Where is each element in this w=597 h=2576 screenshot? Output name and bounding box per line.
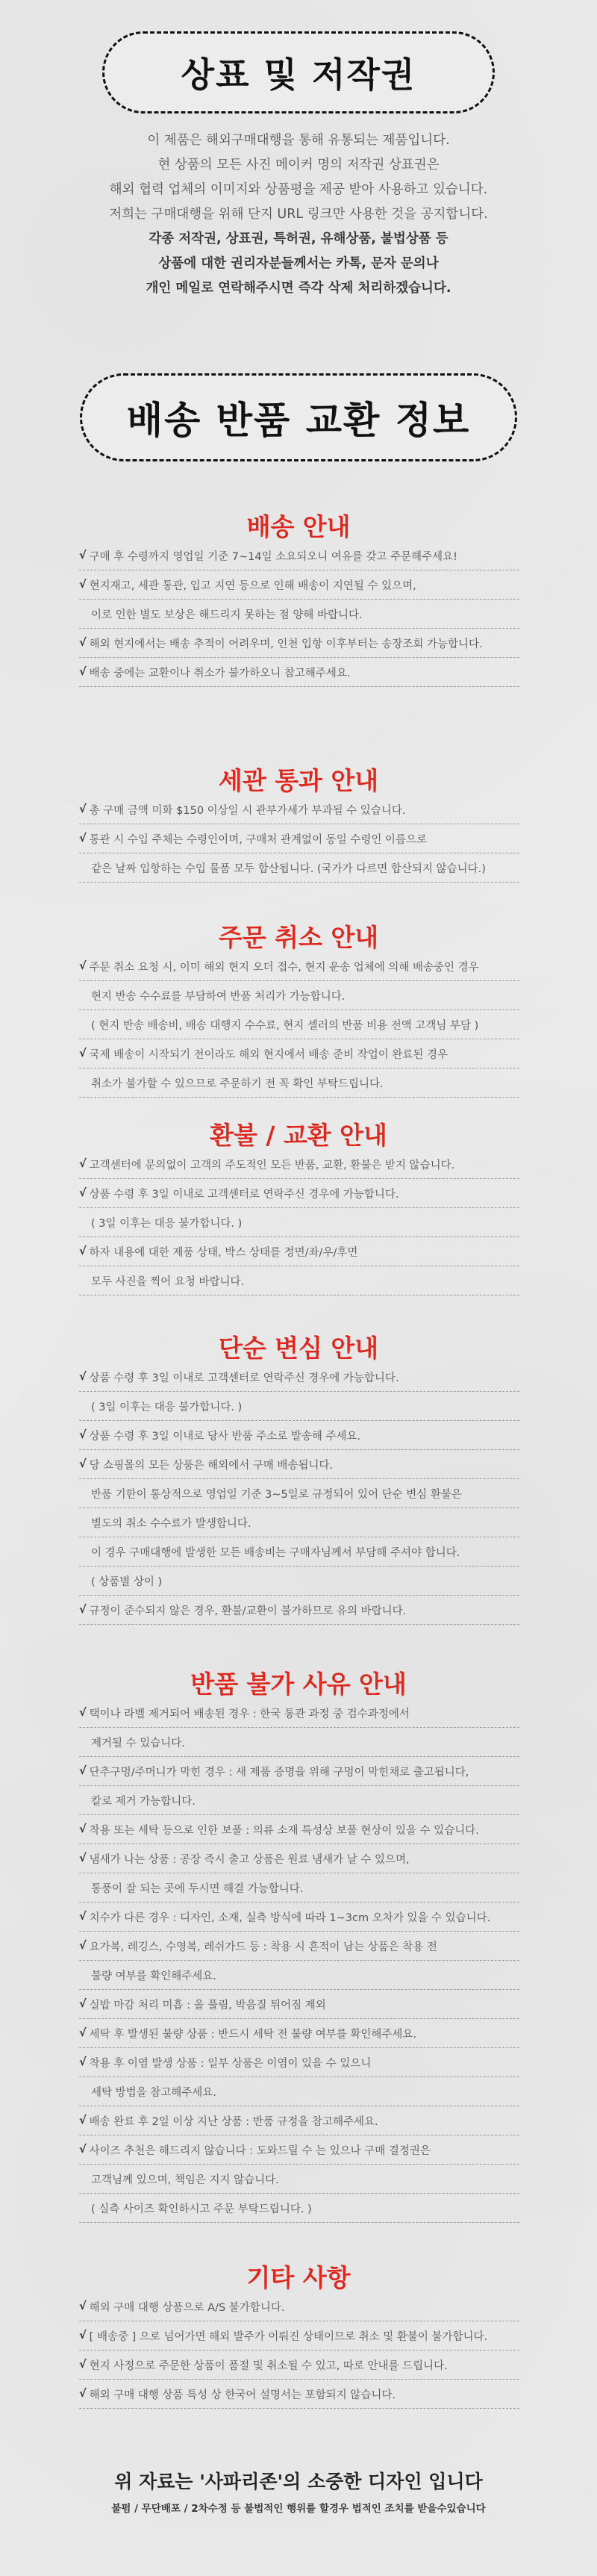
check-icon: √	[79, 1048, 87, 1060]
info-row-text: 고객센터에 문의없이 고객의 주도적인 모든 반품, 교환, 환불은 받지 않습니다.	[89, 1159, 455, 1172]
info-row-text: 요가복, 레깅스, 수영복, 레쉬가드 등 : 착용 시 흔적이 남는 상품은 착용 전	[89, 1941, 437, 1953]
info-row-text: 현지재고, 세관 통관, 입고 지연 등으로 인해 배송이 지연될 수 있으며,	[89, 579, 416, 592]
info-row-text: 당 쇼핑몰의 모든 상품은 해외에서 구매 배송됩니다.	[89, 1459, 334, 1472]
check-icon: √	[79, 637, 87, 649]
check-icon: √	[79, 1911, 87, 1923]
info-row-text: 해외 현지에서는 배송 추적이 어려우며, 인천 입항 이후부터는 송장조회 가능합니다.	[89, 638, 483, 650]
check-icon: √	[79, 1707, 87, 1719]
info-row	[79, 952, 519, 981]
check-icon: √	[79, 1765, 87, 1777]
intro-line: 상품에 대한 권리자분들께서는 카톡, 문자 문의나	[158, 256, 439, 271]
section-title: 단순 변심 안내	[218, 1334, 379, 1363]
trademark-header-pill	[102, 31, 495, 113]
info-row	[79, 1961, 519, 1990]
check-icon: √	[79, 960, 87, 972]
section-rows	[79, 795, 519, 883]
info-row	[79, 1421, 519, 1450]
check-icon: √	[79, 1604, 87, 1616]
check-icon: √	[79, 2388, 87, 2400]
info-row	[79, 1479, 519, 1508]
info-row	[79, 1873, 519, 1903]
check-icon: √	[79, 833, 87, 844]
info-row-text: 주문 취소 요청 시, 이미 해외 현지 오더 접수, 현지 운송 업체에 의해 배송중인 경우	[89, 961, 479, 974]
check-icon: √	[79, 1940, 87, 1952]
info-row-text: 배송 완료 후 2일 이상 지난 상품 : 반품 규정을 참고해주세요.	[89, 2115, 378, 2128]
trademark-title: 상표 및 저작권	[181, 55, 416, 95]
info-row	[79, 1990, 519, 2019]
info-row-text: 택이나 라벨 제거되어 배송된 경우 : 한국 통관 과정 중 검수과정에서	[89, 1708, 410, 1720]
info-row-text: 같은 날짜 입항하는 수입 물품 모두 합산됩니다. (국가가 다르면 합산되지 않습니다.)	[91, 862, 486, 875]
info-row	[79, 853, 519, 883]
shipping-header-pill	[80, 373, 517, 461]
info-row-text: 해외 구매 대행 상품 특성 상 한국어 설명서는 포함되지 않습니다.	[89, 2389, 396, 2401]
check-icon: √	[79, 2056, 87, 2068]
info-row	[79, 1786, 519, 1815]
section-rows	[79, 1150, 519, 1295]
info-row-text: 취소가 불가할 수 있으므로 주문하기 전 꼭 확인 부탁드립니다.	[91, 1077, 384, 1090]
info-row-text: 구매 후 수령까지 영업일 기준 7~14일 소요되오니 여유를 갖고 주문해주세요!	[89, 550, 457, 563]
info-row	[79, 2351, 519, 2380]
info-row-text: ( 현지 반송 배송비, 배송 대행지 수수료, 현지 셀러의 반품 비용 전액 고객님 부담 )	[91, 1019, 479, 1032]
info-row-text: 해외 구매 대행 상품으로 A/S 불가합니다.	[89, 2301, 285, 2314]
info-row-text: 현지 반송 수수료를 부담하여 반품 처리가 가능합니다.	[91, 990, 346, 1003]
info-row	[79, 1237, 519, 1266]
info-row-text: 사이즈 추천은 해드리지 않습니다 : 도와드릴 수 는 있으나 구매 결정권은	[89, 2144, 431, 2157]
info-row	[79, 1537, 519, 1567]
info-row-text: ( 3일 이후는 대응 불가합니다. )	[91, 1217, 243, 1230]
info-row	[79, 1932, 519, 1961]
check-icon: √	[79, 1371, 87, 1383]
info-row-text: 제거될 수 있습니다.	[91, 1737, 185, 1749]
info-row-text: 단추구멍/주머니가 막힌 경우 : 새 제품 증명을 위해 구멍이 막힌채로 출고됩니다,	[89, 1766, 469, 1779]
info-row-text: 모두 사진을 찍어 요청 바랍니다.	[91, 1275, 245, 1288]
info-row	[79, 1179, 519, 1208]
footer-notice: 불펌 / 무단배포 / 2차수정 등 불법적인 행위를 할경우 법적인 조치를 받을수있습니다	[111, 2503, 486, 2515]
section-rows	[79, 952, 519, 1098]
check-icon: √	[79, 1458, 87, 1470]
info-row-text: 상품 수령 후 3일 이내로 고객센터로 연락주신 경우에 가능합니다.	[89, 1372, 399, 1384]
info-row-text: 세탁 후 발생된 불량 상품 : 반드시 세탁 전 불량 여부를 확인해주세요.	[89, 2028, 417, 2041]
info-row-text: 하자 내용에 대한 제품 상태, 박스 상태를 정면/좌/우/후면	[89, 1246, 358, 1259]
check-icon: √	[79, 579, 87, 591]
info-row-text: 반품 기한이 통상적으로 영업일 기준 3~5일로 규정되어 있어 단순 변심 환불은	[91, 1488, 462, 1501]
shipping-title: 배송 반품 교환 정보	[126, 399, 471, 442]
section-title: 세관 통과 안내	[218, 766, 379, 795]
info-row	[79, 1068, 519, 1098]
info-row-text: 이 경우 구매대행에 발생한 모든 배송비는 구매자님께서 부담해 주셔야 합니다.	[91, 1546, 460, 1559]
check-icon: √	[79, 1823, 87, 1835]
info-row	[79, 1208, 519, 1237]
info-row	[79, 1508, 519, 1537]
check-icon: √	[79, 2115, 87, 2127]
info-row	[79, 1150, 519, 1179]
intro-line: 현 상품의 모든 사진 메이커 명의 저작권 상표권은	[157, 158, 440, 172]
info-row	[79, 570, 519, 600]
info-row	[79, 1010, 519, 1039]
info-row	[79, 2292, 519, 2321]
info-row	[79, 1903, 519, 1932]
check-icon: √	[79, 666, 87, 678]
info-row	[79, 1757, 519, 1786]
info-row-text: 상품 수령 후 3일 이내로 고객센터로 연락주신 경우에 가능합니다.	[89, 1188, 399, 1201]
info-row-text: 통풍이 잘 되는 곳에 두시면 해결 가능합니다.	[91, 1882, 304, 1895]
info-row-text: 냄새가 나는 상품 : 공장 즉시 출고 상품은 원료 냄새가 날 수 있으며,	[89, 1853, 410, 1866]
check-icon: √	[79, 2300, 87, 2312]
info-row-text: 착용 후 이염 발생 상품 : 일부 상품은 이염이 있을 수 있으니	[89, 2057, 372, 2070]
intro-text	[0, 128, 597, 301]
section-title: 기타 사항	[246, 2263, 351, 2292]
check-icon: √	[79, 1998, 87, 2010]
intro-line: 저희는 구매대행을 위해 단지 URL 링크만 사용한 것을 공지합니다.	[109, 207, 488, 222]
info-row-text: 이로 인한 별도 보상은 해드리지 못하는 점 양해 바랍니다.	[91, 609, 363, 621]
info-row	[79, 2135, 519, 2165]
info-row	[79, 795, 519, 824]
info-row-text: 현지 사정으로 주문한 상품이 품절 및 취소될 수 있고, 따로 안내를 드립니다.	[89, 2359, 448, 2372]
info-row	[79, 1844, 519, 1873]
section-rows	[79, 1699, 519, 2223]
info-row-text: 착용 또는 세탁 등으로 인한 보풀 : 의류 소재 특성상 보풀 현상이 있을 수 있습니다.	[89, 1824, 479, 1837]
check-icon: √	[79, 1852, 87, 1864]
section-rows	[79, 2292, 519, 2409]
info-row	[79, 2165, 519, 2194]
info-row-text: ( 실측 사이즈 확인하시고 주문 부탁드립니다. )	[91, 2203, 312, 2215]
info-row-text: 실밥 마감 처리 미흡 : 올 풀림, 박음질 튀어짐 제외	[89, 1999, 326, 2012]
footer-title: 위 자료는 '사파리존'의 소중한 디자인 입니다	[114, 2471, 483, 2492]
info-row	[79, 1392, 519, 1421]
section-title: 환불 / 교환 안내	[210, 1121, 387, 1150]
info-row	[79, 629, 519, 658]
info-row	[79, 2048, 519, 2077]
check-icon: √	[79, 2027, 87, 2039]
section-title: 반품 불가 사유 안내	[190, 1670, 407, 1699]
info-row	[79, 1266, 519, 1295]
info-row	[79, 1567, 519, 1596]
info-row	[79, 2106, 519, 2135]
info-row-text: 세탁 방법을 참고해주세요.	[91, 2086, 216, 2099]
info-row-text: 배송 중에는 교환이나 취소가 불가하오니 참고해주세요.	[89, 667, 351, 679]
info-row-text: 별도의 취소 수수료가 발생합니다.	[91, 1517, 251, 1530]
info-row	[79, 1596, 519, 1625]
info-row	[79, 1450, 519, 1479]
info-row	[79, 1815, 519, 1844]
info-row	[79, 2019, 519, 2048]
intro-line: 해외 협력 업체의 이미지와 상품평을 제공 받아 사용하고 있습니다.	[109, 182, 488, 197]
info-row-text: 고객님께 있으며, 책임은 지지 않습니다.	[91, 2174, 279, 2186]
info-row	[79, 2194, 519, 2223]
check-icon: √	[79, 550, 87, 561]
info-row-text: ( 3일 이후는 대응 불가합니다. )	[91, 1401, 243, 1413]
section-title: 배송 안내	[246, 512, 351, 541]
info-row-text: 상품 수령 후 3일 이내로 당사 반품 주소로 발송해 주세요.	[89, 1430, 361, 1443]
section-title: 주문 취소 안내	[218, 923, 379, 952]
check-icon: √	[79, 1429, 87, 1441]
intro-line: 개인 메일로 연락해주시면 즉각 삭제 처리하겠습니다.	[146, 281, 451, 296]
section-rows	[79, 541, 519, 687]
check-icon: √	[79, 1158, 87, 1170]
info-row	[79, 541, 519, 570]
intro-line: 이 제품은 해외구매대행을 통해 유통되는 제품입니다.	[147, 133, 450, 148]
info-row	[79, 1039, 519, 1068]
check-icon: √	[79, 1245, 87, 1257]
info-row-text: [ 배송중 ] 으로 넘어가면 해외 발주가 이뤄진 상태이므로 취소 및 환불이 불가합니다.	[89, 2330, 488, 2343]
info-row	[79, 2380, 519, 2409]
check-icon: √	[79, 803, 87, 815]
info-row	[79, 2321, 519, 2351]
check-icon: √	[79, 2144, 87, 2156]
info-row	[79, 2077, 519, 2106]
check-icon: √	[79, 1187, 87, 1199]
section-rows	[79, 1363, 519, 1625]
info-row-text: 통관 시 수입 주체는 수령인이며, 구매처 관계없이 동일 수령인 이름으로	[89, 833, 427, 846]
info-row-text: 치수가 다른 경우 : 디자인, 소재, 실측 방식에 따라 1~3cm 오차가 있을 수 있습니다.	[89, 1911, 491, 1924]
info-row	[79, 981, 519, 1010]
info-row	[79, 600, 519, 629]
info-row-text: 불량 여부를 확인해주세요.	[91, 1970, 216, 1982]
info-row-text: 규정이 준수되지 않은 경우, 환불/교환이 불가하므로 유의 바랍니다.	[89, 1605, 407, 1617]
intro-line: 각종 저작권, 상표권, 특허권, 유해상품, 불법상품 등	[149, 231, 448, 246]
info-row-text: 칼로 제거 가능합니다.	[91, 1795, 196, 1808]
check-icon: √	[79, 2359, 87, 2371]
info-row	[79, 1363, 519, 1392]
info-row	[79, 1728, 519, 1757]
check-icon: √	[79, 2330, 87, 2342]
info-row	[79, 658, 519, 687]
info-row-text: 총 구매 금액 미화 $150 이상일 시 관부가세가 부과될 수 있습니다.	[89, 804, 406, 817]
info-row	[79, 1699, 519, 1728]
info-row	[79, 824, 519, 853]
info-row-text: ( 상품별 상이 )	[91, 1575, 163, 1588]
info-row-text: 국제 배송이 시작되기 전이라도 해외 현지에서 배송 준비 작업이 완료된 경우	[89, 1048, 448, 1061]
